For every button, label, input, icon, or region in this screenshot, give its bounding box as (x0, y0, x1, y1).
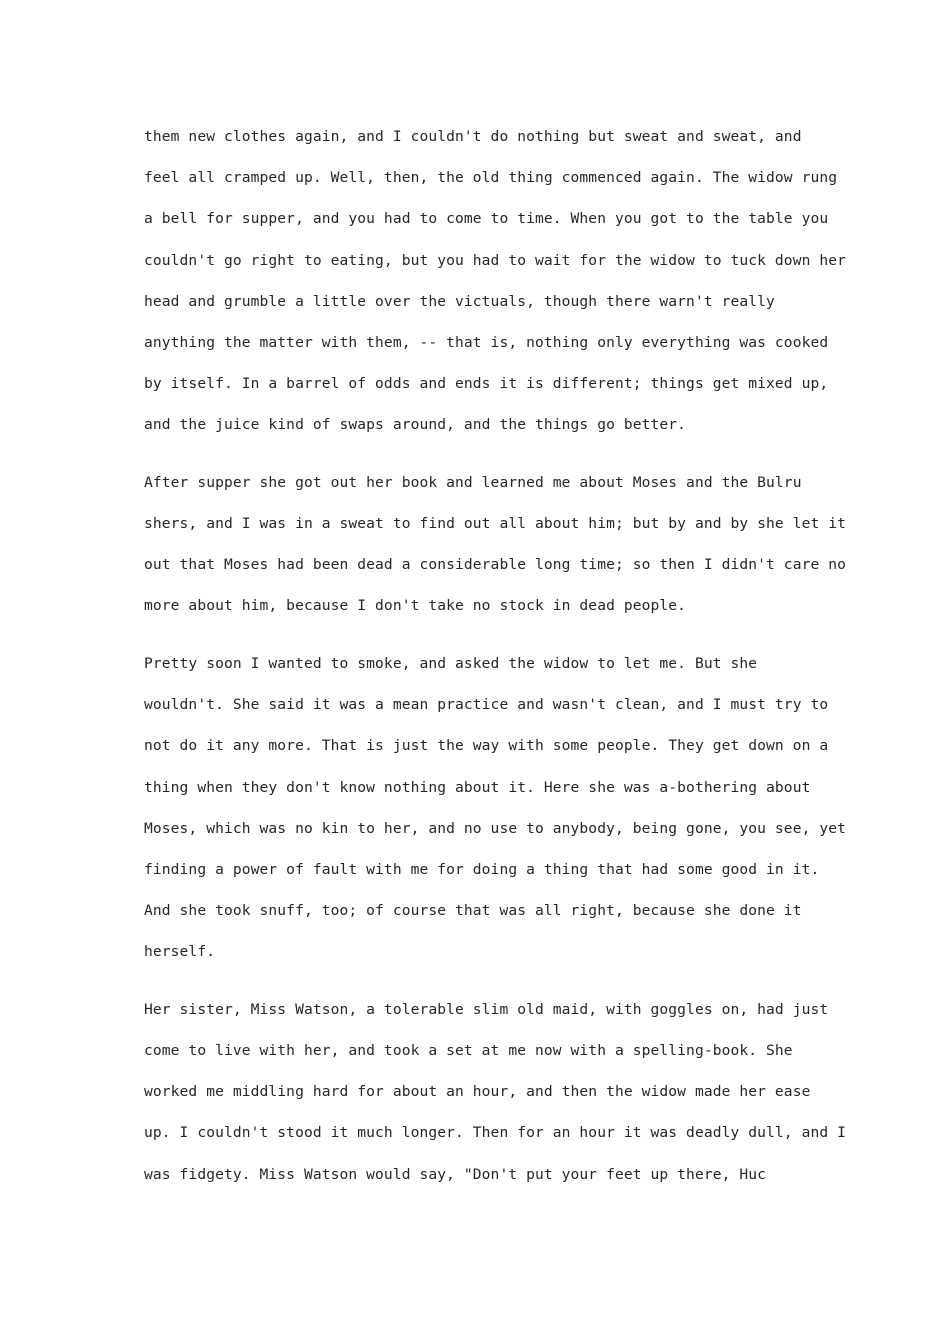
text-line: feel all cramped up. Well, then, the old thing commenced again. The widow rung (144, 169, 838, 187)
text-line: herself. (144, 943, 216, 961)
text-line: out that Moses had been dead a considerable long time; so then I didn't care no (144, 556, 847, 574)
text-line: come to live with her, and took a set at me now with a spelling-book. She (144, 1042, 793, 1060)
text-line: Pretty soon I wanted to smoke, and asked the widow to let me. But she (144, 655, 758, 673)
text-line: worked me middling hard for about an hour, and then the widow made her ease (144, 1083, 811, 1101)
text-line: a bell for supper, and you had to come to time. When you got to the table you (144, 210, 829, 228)
text-line: Her sister, Miss Watson, a tolerable slim old maid, with goggles on, had just (144, 1000, 829, 1018)
text-line: thing when they don't know nothing about it. Here she was a-bothering about (144, 778, 811, 796)
text-line: them new clothes again, and I couldn't do nothing but sweat and sweat, and (144, 128, 802, 145)
text-line: After supper she got out her book and learned me about Moses and the Bulru (144, 473, 802, 491)
text-line: up. I couldn't stood it much longer. Then for an hour it was deadly dull, and I (144, 1124, 847, 1142)
text-line: head and grumble a little over the victuals, though there warn't really (144, 292, 775, 310)
text-line: Moses, which was no kin to her, and no use to anybody, being gone, you see, yet (144, 819, 847, 837)
paragraph-1 (144, 116, 847, 446)
text-line: wouldn't. She said it was a mean practice and wasn't clean, and I must try to (144, 696, 829, 714)
text-line: not do it any more. That is just the way with some people. They get down on a (144, 737, 829, 755)
text-line: shers, and I was in a sweat to find out all about him; but by and by she let it (144, 515, 847, 533)
text-line: by itself. In a barrel of odds and ends it is different; things get mixed up, (144, 375, 829, 393)
text-line: anything the matter with them, -- that is, nothing only everything was cooked (144, 333, 829, 351)
text-line: was fidgety. Miss Watson would say, "Don't put your feet up there, Huc (144, 1165, 767, 1183)
paragraph-2 (144, 462, 847, 627)
text-line: and the juice kind of swaps around, and the things go better. (144, 416, 687, 434)
text-line: more about him, because I don't take no stock in dead people. (144, 597, 687, 615)
text-line: finding a power of fault with me for doing a thing that had some good in it. (144, 860, 820, 878)
paragraph-3 (144, 643, 847, 973)
text-line: And she took snuff, too; of course that was all right, because she done it (144, 902, 802, 920)
paragraph-4 (144, 989, 847, 1195)
text-line: couldn't go right to eating, but you had to wait for the widow to tuck down her (144, 251, 847, 269)
body-text (144, 116, 847, 1195)
